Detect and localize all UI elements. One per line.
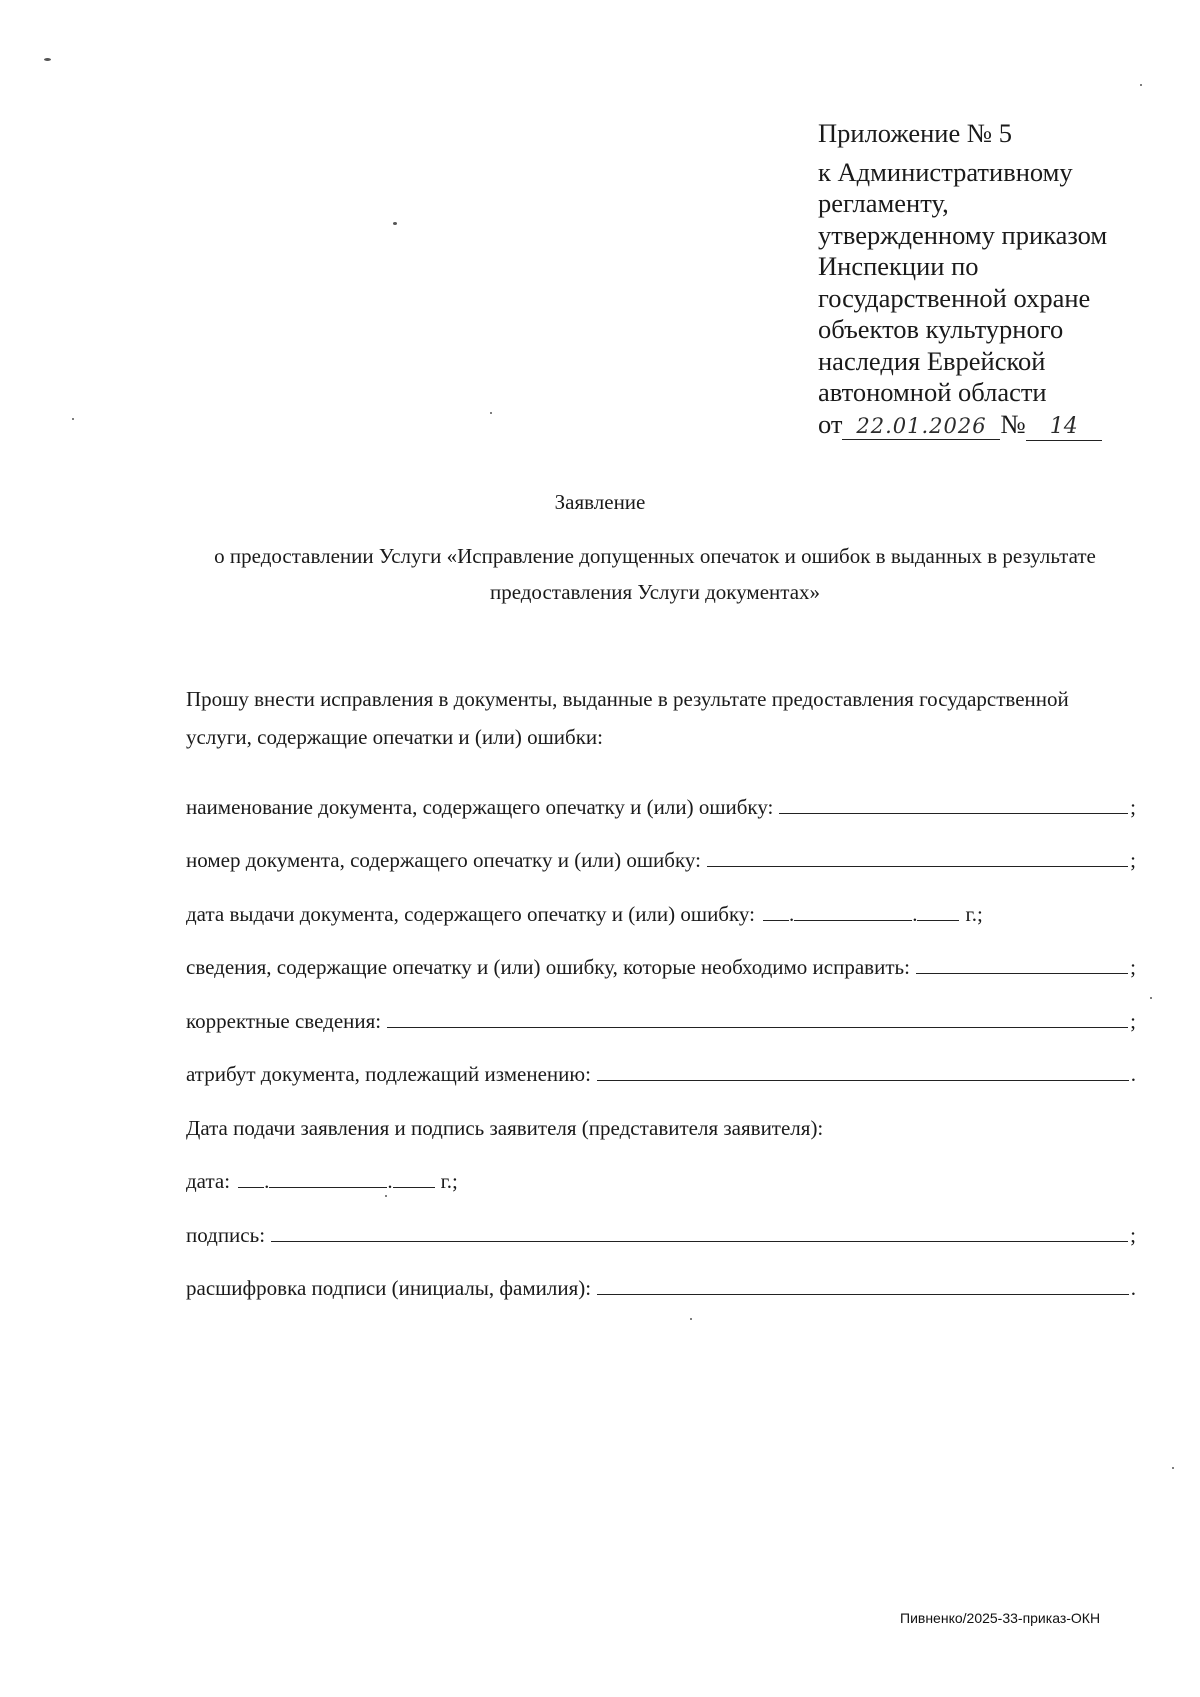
scan-speck: [1140, 84, 1142, 86]
annex-line: автономной области: [818, 377, 1047, 407]
correct-label: корректные сведения:: [186, 1008, 382, 1033]
annex-block: [818, 118, 1178, 441]
correct-field[interactable]: [387, 1026, 1128, 1028]
period: .: [1130, 1276, 1136, 1300]
semicolon: ;: [1130, 848, 1136, 872]
year-suffix: г.;: [965, 901, 983, 926]
number-sign: №: [1000, 408, 1026, 439]
doc-name-label: наименование документа, содержащего опечатку и (или) ошибку:: [186, 794, 774, 819]
issue-year-field[interactable]: [917, 919, 959, 921]
transcript-field[interactable]: [597, 1293, 1129, 1295]
semicolon: ;: [1130, 1008, 1136, 1033]
scan-speck: [1172, 1467, 1174, 1469]
dot: .: [912, 901, 918, 926]
info-row: [186, 927, 1136, 981]
attribute-field[interactable]: [597, 1079, 1129, 1081]
issue-month-field[interactable]: [794, 919, 912, 921]
doc-name-row: [186, 766, 1136, 820]
issue-day-field[interactable]: [763, 919, 789, 921]
submission-label: Дата подачи заявления и подпись заявителя (представителя заявителя):: [186, 1115, 824, 1140]
semicolon: ;: [1130, 794, 1136, 819]
annex-line: утвержденному приказом: [818, 219, 1108, 250]
issue-date-label: дата выдачи документа, содержащего опечатку и (или) ошибку:: [186, 901, 755, 926]
scan-speck: [44, 58, 51, 61]
submission-row: [186, 1087, 1136, 1141]
annex-line: наследия Еврейской: [818, 345, 1046, 376]
year-suffix: г.;: [440, 1169, 458, 1193]
signature-field[interactable]: [271, 1240, 1128, 1242]
handwritten-date: 22.01.2026: [842, 413, 1000, 440]
period: .: [1130, 1062, 1136, 1086]
doc-number-row: [186, 820, 1136, 874]
scan-speck: [490, 412, 492, 414]
date-prefix: от: [818, 408, 843, 439]
semicolon: ;: [1130, 1222, 1136, 1247]
annex-line: Инспекции по: [818, 251, 979, 281]
dot: .: [387, 1169, 393, 1193]
annex-date-line: [818, 409, 1178, 441]
signature-row: [186, 1194, 1136, 1248]
scan-speck: [393, 222, 397, 225]
annex-title: Приложение № 5: [818, 118, 1013, 148]
transcript-label: расшифровка подписи (инициалы, фамилия):: [186, 1276, 592, 1300]
document-subtitle: о предоставлении Услуги «Исправление допущенных опечаток и ошибок в выданных в результате предоставления Услуги документах»: [214, 544, 1096, 604]
submit-day-field[interactable]: [238, 1186, 264, 1188]
date-row: [186, 1141, 1136, 1195]
document-title: Заявление: [554, 490, 646, 514]
scan-speck: [690, 1318, 692, 1320]
annex-line: к Административному: [818, 156, 1073, 187]
scan-speck: [72, 418, 74, 420]
attribute-label: атрибут документа, подлежащий изменению:: [186, 1062, 591, 1086]
dot: .: [264, 1169, 270, 1193]
annex-line: регламенту,: [818, 188, 949, 218]
dot: .: [788, 901, 795, 926]
footer-reference: Пивненко/2025-33-приказ-ОКН: [900, 1610, 1101, 1626]
doc-name-field[interactable]: [779, 812, 1128, 814]
signature-label: подпись:: [186, 1222, 266, 1247]
application-form: [186, 680, 1136, 1301]
handwritten-number: 14: [1026, 414, 1102, 441]
scan-speck: [1150, 997, 1152, 999]
transcript-row: [186, 1248, 1136, 1302]
info-label: сведения, содержащие опечатку и (или) ошибку, которые необходимо исправить:: [186, 955, 910, 979]
semicolon: ;: [1130, 955, 1136, 979]
date-label: дата:: [186, 1169, 231, 1193]
correct-row: [186, 980, 1136, 1034]
attribute-row: [186, 1034, 1136, 1088]
annex-line: государственной охране: [818, 282, 1091, 313]
doc-number-label: номер документа, содержащего опечатку и (или) ошибку:: [186, 848, 701, 872]
intro-paragraph: Прошу внести исправления в документы, выданные в результате предоставления государственной услуги, содержащие опечатки и (или) ошибки:: [186, 687, 1069, 749]
submit-year-field[interactable]: [393, 1186, 435, 1188]
doc-number-field[interactable]: [707, 865, 1128, 867]
issue-date-row: [186, 873, 1136, 927]
info-field[interactable]: [916, 972, 1128, 974]
submit-month-field[interactable]: [269, 1186, 387, 1188]
annex-line: объектов культурного: [818, 314, 1064, 344]
